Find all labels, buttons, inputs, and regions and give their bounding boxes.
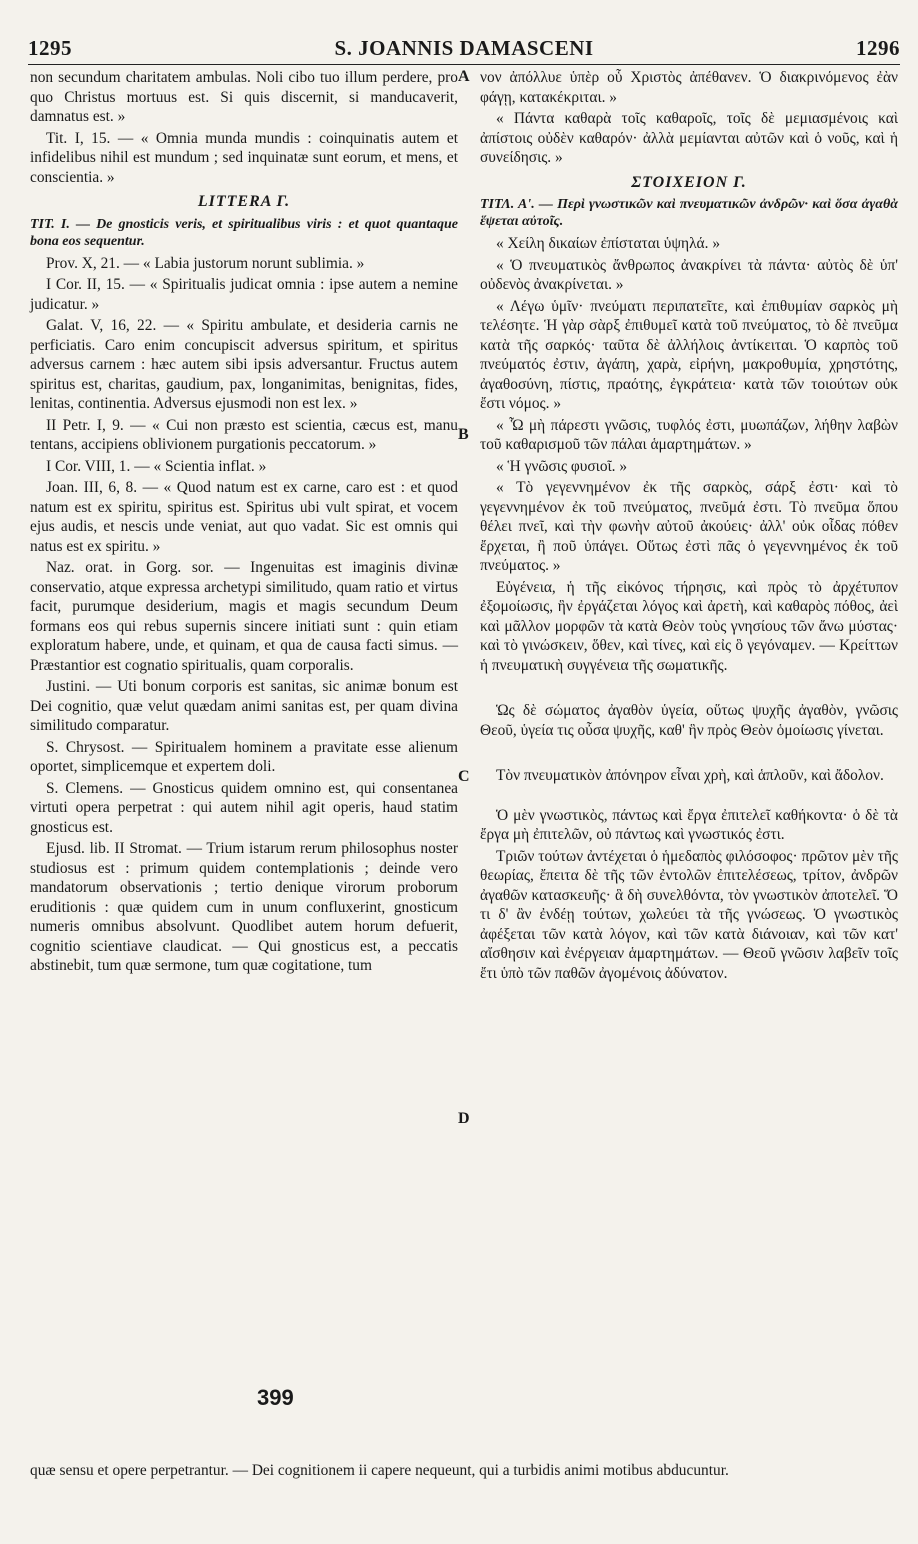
greek-paragraph: « Λέγω ὑμῖν· πνεύματι περιπατεῖτε, καὶ ἐπιθυμίαν σαρκὸς μὴ τελέσητε. Ἡ γὰρ σὰρξ ἐπιθυμεῖ κατὰ τοῦ πνεύματος, τὸ δὲ πνεῦμα κατὰ τῆς σαρκός· ταῦτα δὲ ἀλλήλοις ἀντίκειται. Ὁ καρπὸς τοῦ πνεύματός ἐστιν, ἀγάπη, χαρὰ, εἰρήνη, μακροθυμία, χρηστότης, ἀγαθοσύνη, πίστις, πραότης, ἐγκράτεια· κατὰ τῶν τοιούτων οὐκ ἔστι νόμος. » — [480, 297, 898, 412]
greek-paragraph: « Χείλη δικαίων ἐπίσταται ὑψηλά. » — [496, 235, 721, 252]
greek-paragraph: Ὁ μὲν γνωστικὸς, πάντως καὶ ἔργα ἐπιτελεῖ καθήκοντα· ὁ δὲ τὰ ἔργα μὴ ἐπιτελῶν, οὐ πάντως καὶ γνωστικός ἐστι. — [480, 806, 898, 843]
section-marker: D — [458, 1110, 470, 1127]
greek-title-heading: ΤΙΤΛ. Α'. — Περὶ γνωστικῶν καὶ πνευματικῶν ἀνδρῶν· καὶ ὅσα ἀγαθὰ ἕψεται αὐτοῖς. — [480, 197, 898, 229]
closing-line: quæ sensu et opere perpetrantur. — Dei cognitionem ii capere nequeunt, qui a turbidis animi motibus abducuntur. — [30, 1462, 729, 1479]
latin-paragraph: Prov. X, 21. — « Labia justorum norunt sublimia. » — [46, 254, 365, 272]
latin-paragraph: non secundum charitatem ambulas. Noli cibo tuo illum perdere, pro quo Christus mortuus est. Si quis discernit, si manducaverit, damnatus est. » — [30, 69, 458, 125]
section-marker: A — [458, 68, 470, 85]
greek-section-heading: ΣΤΟΙΧΕΙΟΝ Γ. — [631, 173, 747, 191]
page-number-right: 1296 — [856, 36, 900, 60]
latin-paragraph: S. Chrysost. — Spiritualem hominem a pravitate esse alienum oportet, simplicemque et expertem doli. — [30, 738, 458, 775]
latin-paragraph: I Cor. II, 15. — « Spiritualis judicat omnia : ipse autem a nemine judicatur. » — [30, 276, 458, 313]
section-marker: B — [458, 426, 469, 443]
latin-paragraph: Joan. III, 6, 8. — « Quod natum est ex carne, caro est : et quod natum est ex spiritu, spiritus est. Spiritus ubi vult spirat, et vocem ejus audis, et nescis unde veniat, aut quo vadat. Sic est omnis qui natus est ex spiritu. » — [30, 479, 458, 555]
latin-paragraph: I Cor. VIII, 1. — « Scientia inflat. » — [46, 457, 267, 475]
latin-paragraph: Galat. V, 16, 22. — « Spiritu ambulate, et desideria carnis ne perficiatis. Caro enim concupiscit adversus spiritum, et spiritus adversus carnem : hæc autem sibi ipsis adversantur. Fructus autem spiritus est, charitas, gaudium, pax, longanimitas, benignitas, fides, lenitas, continentia. Adversus ejusmodi non est lex. » — [30, 317, 458, 412]
greek-paragraph: Εὐγένεια, ἡ τῆς εἰκόνος τήρησις, καὶ πρὸς τὸ ἀρχέτυπον ἐξομοίωσις, ἣν ἐργάζεται λόγος καὶ ἀρετὴ, καὶ καθαρὸς πόθος, ἀεὶ καὶ μᾶλλον μορφῶν τὰ κατὰ Θεὸν τοὺς γνησίους τῶν ἄνω μύστας· καὶ τὸ γινώσκειν, ὅθεν, καὶ τίνες, καὶ εἰς ὃ γεγόναμεν. — Κρείττων ἡ πνευματικὴ συγγένεια τῆς σωματικῆς. — [480, 578, 898, 674]
greek-paragraph: νον ἀπόλλυε ὑπὲρ οὗ Χριστὸς ἀπέθανεν. Ὁ διακρινόμενος ἐὰν φάγῃ, κατακέκριται. » — [480, 69, 898, 106]
latin-paragraph: S. Clemens. — Gnosticus quidem omnino est, qui consentanea virtuti opera perpetrat : qui autem nihil agit operis, haud statim gnosticus est. — [30, 779, 458, 836]
latin-column — [30, 68, 458, 978]
section-marker: C — [458, 768, 470, 785]
running-title: S. JOANNIS DAMASCENI — [334, 36, 594, 60]
latin-title-heading: TIT. I. — De gnosticis veris, et spiritualibus viris : et quot quantaque bona eos sequentur. — [30, 216, 458, 249]
greek-paragraph: Τριῶν τούτων ἀντέχεται ὁ ἡμεδαπὸς φιλόσοφος· πρῶτον μὲν τῆς θεωρίας, ἔπειτα δὲ τῆς τῶν ἐντολῶν ἐπιτελέσεως, τρίτον, ἀνδρῶν ἀγαθῶν κατασκευῆς· ἃ δὴ συνελθόντα, τὸν γνωστικὸν ἀποτελεῖ. Ὅ τι δ' ἂν ἐνδέῃ τούτων, χωλεύει τὰ τῆς γνώσεως. Ὁ γνωστικὸς ἀφέξεται τῶν κατὰ λόγον, καὶ τῶν κατὰ διάνοιαν, καὶ τῶν κατ' αἴσθησιν καὶ ἐνέργειαν ἁμαρτημάτων. — Θεοῦ γνῶσιν λαβεῖν τοῖς ἔτι ὑπὸ τῶν παθῶν ἀγομένοις ἀδύνατον. — [480, 847, 898, 982]
greek-column — [480, 68, 898, 985]
latin-section-heading: LITTERA Γ. — [197, 193, 291, 210]
greek-paragraph: « Τὸ γεγεννημένον ἐκ τῆς σαρκὸς, σάρξ ἐστι· καὶ τὸ γεγεννημένον ἐκ τοῦ πνεύματος, πνεῦμά ἐστι. Τὸ πνεῦμα ὅπου θέλει πνεῖ, καὶ τὴν φωνὴν αὐτοῦ ἀκούεις· ἀλλ' οὐκ οἶδας πόθεν ἔρχεται, ἢ ποῦ ὑπάγει. Οὕτως ἐστὶ πᾶς ὁ γεγεννημένος ἐκ τοῦ πνεύματος. » — [480, 479, 898, 574]
latin-paragraph: Tit. I, 15. — « Omnia munda mundis : coinquinatis autem et infidelibus nihil est mundum ; sed inquinatæ sunt eorum, et mens, et conscientia. » — [30, 129, 458, 186]
greek-paragraph: « Ὧ μὴ πάρεστι γνῶσις, τυφλός ἐστι, μυωπάζων, λήθην λαβὼν τοῦ καθαρισμοῦ τῶν πάλαι ἁμαρτημάτων. » — [480, 416, 898, 453]
latin-paragraph: Ejusd. lib. II Stromat. — Trium istarum rerum philosophus noster studiosus est : primum quidem contemplationis ; deinde vero mandatorum observationis ; tertio denique virorum proborum eruditionis : quæ quidem cum in unum confluxerint, gnosticum numeris omnibus absolvunt. Quodlibet autem horum defuerit, cognitio scientiave claudicat. — Qui gnosticus est, a peccatis abstinebit, tum quæ sermone, tum quæ cogitatione, tum — [30, 840, 458, 974]
greek-paragraph: Ὡς δὲ σώματος ἀγαθὸν ὑγεία, οὕτως ψυχῆς ἀγαθὸν, γνῶσις Θεοῦ, ὑγεία τις οὖσα ψυχῆς, καθ' ἣν πρὸς Θεὸν ὁμοίωσις γίνεται. — [480, 702, 898, 739]
latin-paragraph: Justini. — Uti bonum corporis est sanitas, sic animæ bonum est Dei cognitio, quæ velut quædam animi sanitas est, per quam divina similitudo comparatur. — [30, 678, 458, 734]
latin-paragraph: II Petr. I, 9. — « Cui non præsto est scientia, cæcus est, manu tentans, accipiens oblivionem purgationis peccatorum. » — [30, 416, 458, 453]
greek-paragraph: « Ὁ πνευματικὸς ἄνθρωπος ἀνακρίνει τὰ πάντα· αὐτὸς δὲ ὑπ' οὐδενὸς ἀνακρίνεται. » — [480, 256, 898, 293]
greek-paragraph: « Πάντα καθαρὰ τοῖς καθαροῖς, τοῖς δὲ μεμιασμένοις καὶ ἀπίστοις οὐδὲν καθαρόν· ἀλλὰ μεμίανται αὐτῶν καὶ ὁ νοῦς, καὶ ἡ συνείδησις. » — [480, 110, 898, 166]
greek-paragraph: « Ἡ γνῶσις φυσιοῖ. » — [496, 457, 628, 475]
signature-mark: 399 — [257, 1385, 294, 1410]
margin-markers — [452, 0, 478, 1544]
latin-paragraph: Naz. orat. in Gorg. sor. — Ingenuitas est imaginis divinæ conservatio, atque expressa archetypi similitudo, quam ratio et virtus facit, purumque desiderium, magis et magis secundum Deum formans eos qui rebus supernis sincere initiati sunt : quin etiam exploratum habere, unde, et quinam, et qua de causa facti simus. — Præstantior est cognatio spiritualis, quam corporalis. — [30, 559, 458, 674]
page-number-left: 1295 — [28, 36, 72, 60]
greek-paragraph: Τὸν πνευματικὸν ἀπόνηρον εἶναι χρὴ, καὶ ἁπλοῦν, καὶ ἄδολον. — [496, 767, 884, 784]
